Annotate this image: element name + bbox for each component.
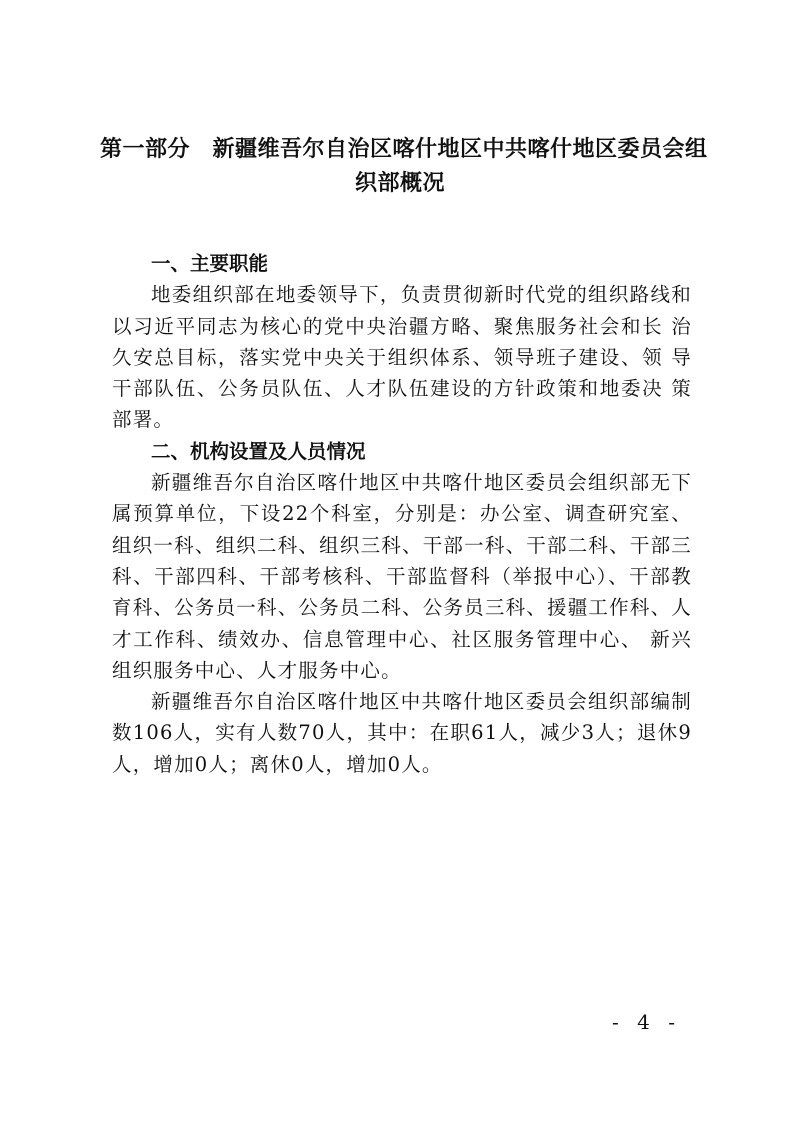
section-heading-organization: 二、机构设置及人员情况 xyxy=(151,439,366,463)
page-title xyxy=(100,133,708,201)
page-number: - 4 - xyxy=(612,1010,681,1034)
staffing-paragraph: 新疆维吾尔自治区喀什地区中共喀什地区委员会组织部编制数106人，实有人数70人，其中：在职61人，减少3人；退休9人，增加0人；离休0人，增加0人。 xyxy=(112,690,692,776)
title-line-2: 织部概况 xyxy=(354,171,445,196)
functions-paragraph: 地委组织部在地委领导下，负责贯彻新时代党的组织路线和以习近平同志为核心的党中央治疆方略、聚焦服务社会和长 治久安总目标，落实党中央关于组织体系、领导班子建设、领 导干部队伍、公务员队伍、人才队伍建设的方针政策和地委决 策部署。 xyxy=(112,283,692,432)
title-line-1: 第一部分 新疆维吾尔自治区喀什地区中共喀什地区委员会组 xyxy=(100,137,708,162)
document-body xyxy=(112,248,692,780)
organization-paragraph: 新疆维吾尔自治区喀什地区中共喀什地区委员会组织部无下属预算单位，下设22个科室，分别是：办公室、调查研究室、组织一科、组织二科、组织三科、干部一科、干部二科、干部三科、干部四科、干部考核科、干部监督科（举报中心）、干部教育科、公务员一科、公务员二科、公务员三科、援疆工作科、人才工作科、绩效办、信息管理中心、社区服务管理中心、 新兴组织服务中心、人才服务中心。 xyxy=(112,471,692,682)
section-heading-functions: 一、主要职能 xyxy=(151,252,269,275)
